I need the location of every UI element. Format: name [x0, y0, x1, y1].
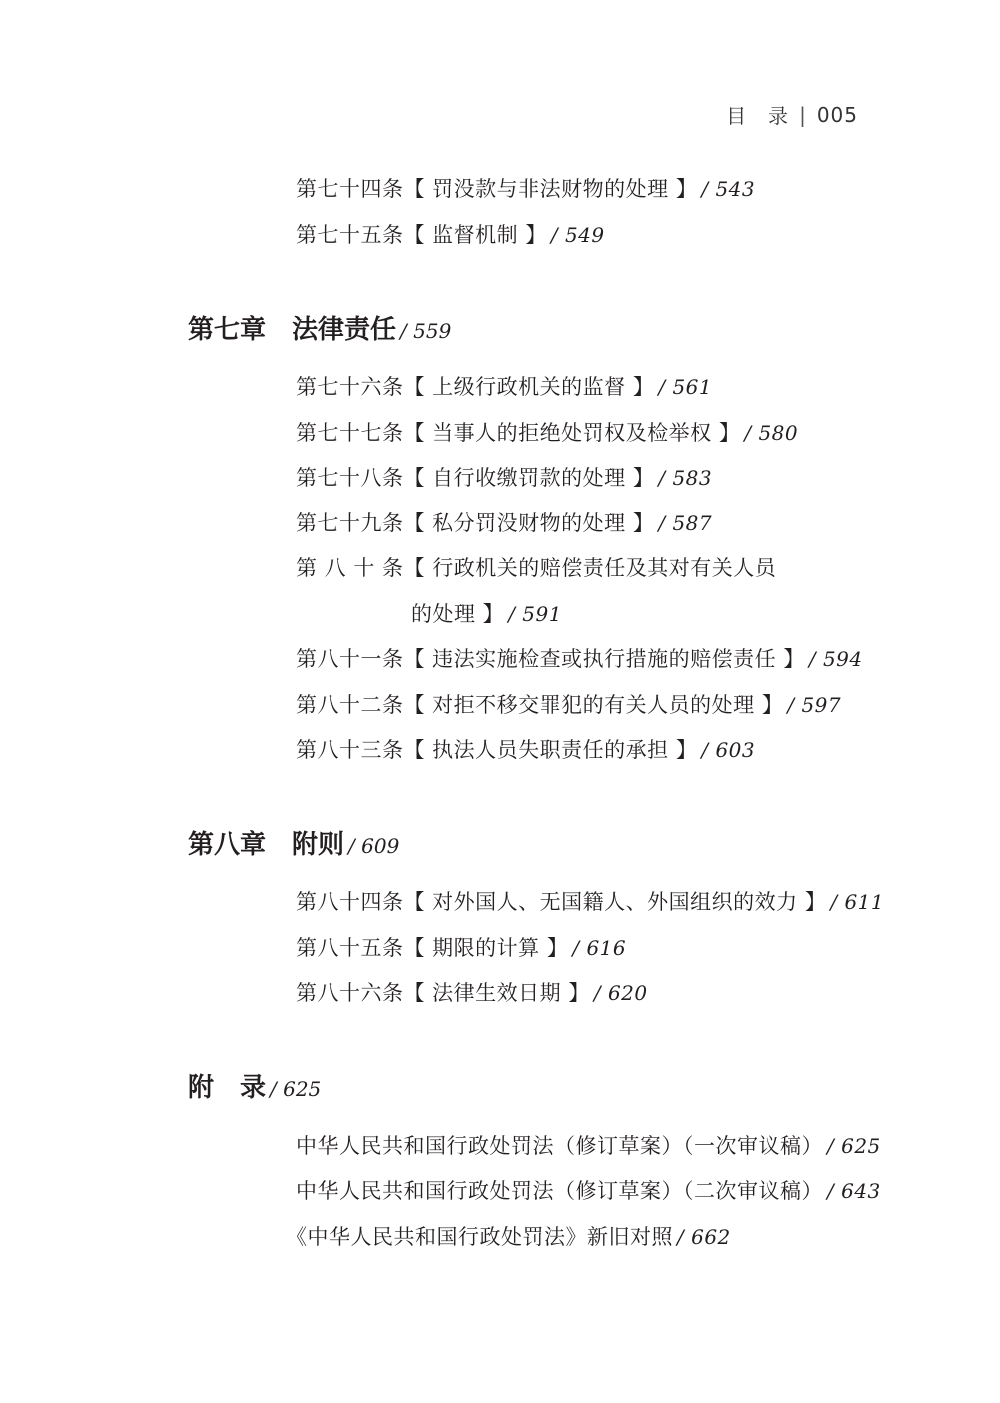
entry-label: 第八十四条【 对外国人、无国籍人、外国组织的效力 】 — [296, 890, 827, 914]
entry-page: / 616 — [572, 936, 627, 960]
entry-page: / 587 — [658, 511, 713, 535]
toc-entry-76[interactable] — [296, 371, 712, 401]
entry-label: 中华人民共和国行政处罚法（修订草案）（一次审议稿） — [296, 1134, 823, 1158]
chapter-page: / 559 — [400, 319, 452, 343]
appendix-heading[interactable] — [188, 1067, 321, 1104]
entry-label: 第七十八条【 自行收缴罚款的处理 】 — [296, 466, 655, 490]
entry-label: 第七十四条【 罚没款与非法财物的处理 】 — [296, 177, 698, 201]
toc-entry-77[interactable] — [296, 417, 798, 447]
entry-page: / 643 — [827, 1179, 881, 1203]
entry-page: / 594 — [808, 647, 863, 671]
header-page-number: 005 — [816, 102, 858, 127]
toc-entry-83[interactable] — [296, 734, 755, 764]
entry-page: / 583 — [658, 466, 713, 490]
entry-label: 《中华人民共和国行政处罚法》新旧对照 — [286, 1225, 673, 1249]
entry-label: 第七十六条【 上级行政机关的监督 】 — [296, 375, 655, 399]
entry-label: 第 八 十 条【 行政机关的赔偿责任及其对有关人员 — [296, 556, 777, 580]
appendix-entry-1[interactable] — [296, 1130, 881, 1160]
entry-label: 第八十三条【 执法人员失职责任的承担 】 — [296, 738, 698, 762]
toc-entry-74[interactable] — [296, 173, 755, 203]
running-header — [726, 100, 858, 129]
toc-entry-81[interactable] — [296, 643, 863, 673]
toc-entry-80[interactable] — [296, 552, 780, 582]
header-section: 目 录 — [726, 104, 790, 128]
chapter-number: 第八章 — [188, 830, 267, 860]
chapter-number: 第七章 — [188, 315, 267, 345]
entry-page: / 561 — [658, 375, 713, 399]
appendix-entry-2[interactable] — [296, 1175, 881, 1205]
header-separator: | — [799, 102, 807, 127]
entry-page: / 597 — [787, 693, 842, 717]
entry-page: / 580 — [744, 421, 799, 445]
entry-label: 第八十五条【 期限的计算 】 — [296, 936, 569, 960]
entry-label: 第八十六条【 法律生效日期 】 — [296, 981, 590, 1005]
toc-entry-75[interactable] — [296, 219, 605, 249]
entry-page: / 591 — [508, 602, 562, 626]
chapter-heading-8[interactable] — [188, 824, 399, 861]
chapter-title: 附则 — [292, 830, 345, 860]
entry-label: 第八十一条【 违法实施检查或执行措施的赔偿责任 】 — [296, 647, 805, 671]
appendix-page: / 625 — [270, 1077, 322, 1101]
entry-label: 的处理 】 — [411, 602, 505, 626]
entry-label: 第七十五条【 监督机制 】 — [296, 223, 547, 247]
appendix-title: 附 录 — [188, 1073, 267, 1103]
chapter-page: / 609 — [348, 834, 400, 858]
toc-entry-86[interactable] — [296, 977, 648, 1007]
entry-page: / 611 — [830, 890, 885, 914]
toc-entry-78[interactable] — [296, 462, 712, 492]
toc-entry-85[interactable] — [296, 932, 626, 962]
entry-page: / 543 — [701, 177, 756, 201]
entry-page: / 662 — [677, 1225, 731, 1249]
entry-page: / 625 — [827, 1134, 881, 1158]
entry-label: 第七十七条【 当事人的拒绝处罚权及检举权 】 — [296, 421, 741, 445]
toc-entry-82[interactable] — [296, 689, 841, 719]
entry-page: / 603 — [701, 738, 756, 762]
entry-label: 第七十九条【 私分罚没财物的处理 】 — [296, 511, 655, 535]
chapter-title: 法律责任 — [292, 315, 397, 345]
toc-entry-84[interactable] — [296, 886, 884, 916]
entry-page: / 620 — [593, 981, 648, 1005]
toc-entry-79[interactable] — [296, 507, 712, 537]
appendix-entry-3[interactable] — [286, 1221, 731, 1251]
toc-entry-80-continued[interactable] — [411, 598, 562, 628]
entry-page: / 549 — [550, 223, 605, 247]
entry-label: 第八十二条【 对拒不移交罪犯的有关人员的处理 】 — [296, 693, 784, 717]
entry-label: 中华人民共和国行政处罚法（修订草案）（二次审议稿） — [296, 1179, 823, 1203]
chapter-heading-7[interactable] — [188, 309, 451, 346]
